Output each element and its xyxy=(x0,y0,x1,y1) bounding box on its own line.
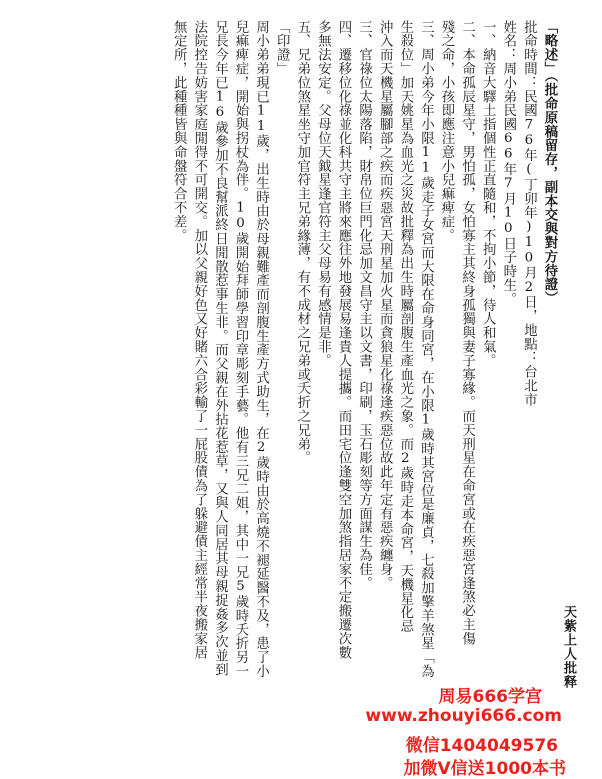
text-column: 三、周小弟今年小限11歲走子女宮而大限在命身同宮，在小限1歲時其宮位是廉貞，七殺加擎羊煞星「為 xyxy=(418,20,434,679)
text-column: 法院控告妨害家庭閒得不可開交。加以父親好色又好賭六合彩輸了一屁股債為了躲避債主經常半夜搬家居 xyxy=(191,20,207,660)
text-column: 一、納音大驛土指個性正直隨和，不拘小節，待人和氣。 xyxy=(480,20,496,368)
text-column: 沖入而天機星屬腳部之疾而疾惡宮天刑星加火星而貪狼星化祿逢疾惡位故此年定有惡疾纏身。 xyxy=(377,20,393,590)
text-column: 姓名：周小弟民國66年7月10日子時生。 xyxy=(500,20,516,306)
text-column: 兄長今年已16歲參加不良幫派終日閒散惹事生非。而父親在外拈花惹草，又與人同居其母親捉姦多次並到 xyxy=(212,20,228,677)
text-column: 批命時間：民國76年(丁卯年)10月2日，地點：台北市 xyxy=(521,20,537,407)
watermark-line-1: 周易666学宫 xyxy=(438,687,542,707)
text-column: 兒痲痺症，開始與拐杖為伴。10歲開始拜師學習印章彫刻手藝。他有三兄二姐，其中一兄5歲時夭折另一 xyxy=(233,20,248,679)
text-column: 周小弟弟現已11歲，出生時由於母親難產而剖腹生產方式助生，在2歲時由於高燒不褪延醫不及，患了小 xyxy=(253,20,269,679)
text-column: 無定所，此種種皆與命盤符合不差。 xyxy=(171,20,187,243)
watermark-line-2: www.zhouyi666.com xyxy=(365,706,562,726)
text-column: 「略述」（批命原稿留存，副本交與對方待證） xyxy=(542,20,558,306)
text-column: 殘之命，小孩即應注意小兒痲痺症。 xyxy=(439,20,454,243)
text-column: 多無法安定。父母位天鉞星逢官符主父母易有感情是非。 xyxy=(315,20,331,368)
text-column: 五、兄弟位煞星坐守加官符主兄弟緣薄，有不成材之兄弟或夭折之兄弟。 xyxy=(294,20,310,465)
text-column: 生殺位」加天姚星為血光之災故批釋為出生時屬剖腹生產血光之象。而2歲時走本命宮，天機星化忌 xyxy=(397,20,413,634)
text-column: 「印證」 xyxy=(274,20,290,76)
watermark-line-4: 加微V信送1000本书 xyxy=(403,759,566,779)
text-column: 四、遷移位化祿並化科共守主將來應往外地發展易逢貴人提攜。而田宅位逢雙空加煞指居家不定搬遷次數 xyxy=(336,20,351,660)
text-column: 三、官祿位太陽落陷，財帛位巨門化忌加文昌守主以文書，印刷，玉石彫刻等方面謀生為佳。 xyxy=(356,20,372,590)
text-column: 二、本命孤辰星守，男怕孤，女怕寡主其終身孤獨與妻子寡緣。而天刑星在命宮或在疾惡宮逢煞必主傷 xyxy=(459,20,475,646)
author-signature: 天紫上人批释 xyxy=(561,605,576,689)
watermark-line-3: 微信1404049576 xyxy=(405,736,558,756)
